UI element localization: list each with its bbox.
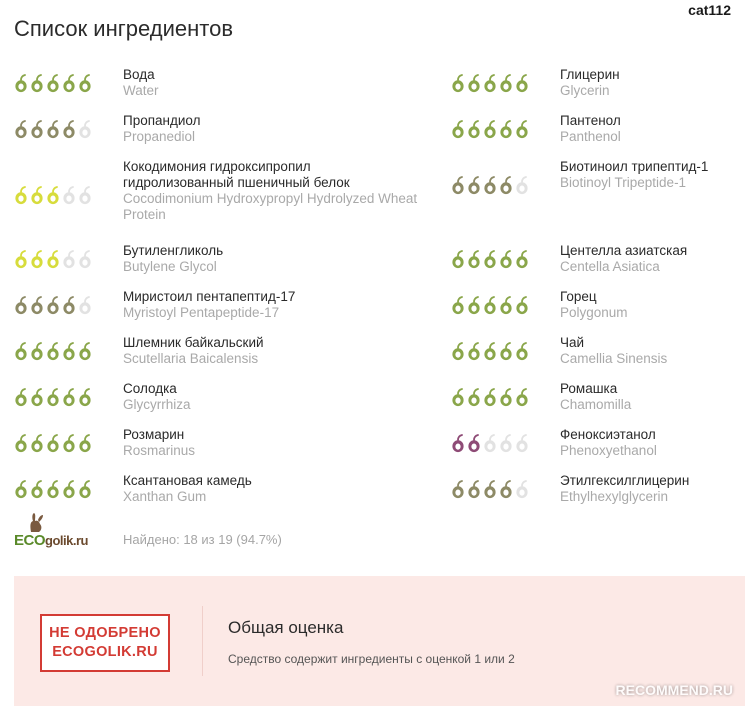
badge-line-2: ECOGOLIK.RU [52,644,158,660]
leaf-filled-icon [451,342,465,361]
rating-leaves [14,250,92,269]
leaf-filled-icon [451,388,465,407]
leaf-filled-icon [14,250,28,269]
leaf-filled-icon [30,480,44,499]
leaf-empty-icon [515,434,529,453]
leaf-filled-icon [467,434,481,453]
rating-leaves [451,480,529,499]
leaf-empty-icon [515,176,529,195]
logo-prefix: ECO [14,532,46,549]
ingredient-name-ru: Глицерин [560,67,620,82]
leaf-filled-icon [62,74,76,93]
ingredient-name-ru: Феноксиэтанол [560,427,656,442]
leaf-filled-icon [78,434,92,453]
ingredient-row[interactable] [14,158,418,242]
leaf-filled-icon [483,388,497,407]
leaf-filled-icon [46,186,60,205]
ingredient-name-en: Biotinoyl Tripeptide-1 [560,175,687,190]
ingredient-name-ru: Чай [560,335,585,350]
leaf-filled-icon [14,480,28,499]
ingredient-row[interactable] [451,334,745,380]
leaf-filled-icon [14,434,28,453]
leaf-filled-icon [14,342,28,361]
leaf-filled-icon [46,480,60,499]
rating-leaves [14,388,92,407]
rating-leaves [451,434,529,453]
leaf-filled-icon [499,480,513,499]
ingredient-name-en: Cocodimonium Hydroxypropyl Hydrolyzed Wheat Protein [123,191,418,222]
leaf-filled-icon [467,296,481,315]
ingredient-name-en: Scutellaria Baicalensis [123,351,259,366]
ingredient-name-ru: Шлемник байкальский [123,335,264,350]
found-count: Найдено: 18 из 19 (94.7%) [123,532,282,547]
ingredient-name-ru: Миристоил пентапептид-17 [123,289,296,304]
ingredient-name-en: Phenoxyethanol [560,443,657,458]
ingredient-name-ru: Пантенол [560,113,621,128]
leaf-filled-icon [451,176,465,195]
rating-leaves [451,296,529,315]
leaf-empty-icon [62,186,76,205]
leaf-filled-icon [62,120,76,139]
ingredient-row[interactable] [451,242,745,288]
ingredient-name-ru: Ромашка [560,381,618,396]
leaf-filled-icon [467,120,481,139]
leaf-empty-icon [78,296,92,315]
rating-leaves [451,120,529,139]
leaf-filled-icon [78,388,92,407]
leaf-filled-icon [515,120,529,139]
leaf-empty-icon [78,120,92,139]
ingredient-name-en: Chamomilla [560,397,632,412]
leaf-filled-icon [46,250,60,269]
leaf-filled-icon [14,120,28,139]
ingredient-row[interactable] [14,66,314,112]
leaf-filled-icon [483,74,497,93]
rating-leaves [14,120,92,139]
leaf-filled-icon [483,480,497,499]
rating-leaves [14,434,92,453]
rating-leaves [451,342,529,361]
leaf-filled-icon [30,186,44,205]
leaf-filled-icon [14,186,28,205]
rating-leaves [14,74,92,93]
not-approved-badge [40,614,170,672]
ingredient-row[interactable] [451,472,745,518]
leaf-filled-icon [62,342,76,361]
leaf-filled-icon [46,342,60,361]
watermark: RECOMMEND.RU [615,682,733,698]
leaf-filled-icon [78,74,92,93]
leaf-filled-icon [467,176,481,195]
ingredient-row[interactable] [451,426,745,472]
leaf-filled-icon [499,296,513,315]
ingredient-name-en: Ethylhexylglycerin [560,489,669,504]
ingredient-name-ru: Биотиноил трипептид-1 [560,159,709,174]
ingredient-name-ru: Горец [560,289,597,304]
leaf-filled-icon [30,342,44,361]
leaf-filled-icon [30,120,44,139]
badge-line-1: НЕ ОДОБРЕНО [49,625,161,641]
ingredient-row[interactable] [451,380,745,426]
ingredient-name-en: Glycerin [560,83,610,98]
leaf-empty-icon [78,250,92,269]
ingredient-name-ru: Пропандиол [123,113,201,128]
ingredient-name-en: Myristoyl Pentapeptide-17 [123,305,280,320]
ingredient-row[interactable] [14,334,314,380]
leaf-filled-icon [499,176,513,195]
ingredient-name-en: Panthenol [560,129,621,144]
ingredient-name-en: Polygonum [560,305,628,320]
leaf-filled-icon [515,342,529,361]
leaf-filled-icon [467,480,481,499]
leaf-empty-icon [62,250,76,269]
ingredient-row[interactable] [14,242,314,288]
leaf-filled-icon [483,296,497,315]
rating-leaves [451,250,529,269]
leaf-empty-icon [483,434,497,453]
leaf-filled-icon [483,176,497,195]
ingredient-name-en: Water [123,83,159,98]
username[interactable]: cat112 [688,2,731,18]
ingredient-name-ru: Ксантановая камедь [123,473,252,488]
ingredient-name-en: Propanediol [123,129,196,144]
page-title: Список ингредиентов [14,16,234,41]
leaf-filled-icon [499,388,513,407]
leaf-filled-icon [499,74,513,93]
ingredient-row[interactable] [14,380,314,426]
rating-leaves [451,388,529,407]
ingredient-row[interactable] [14,112,314,158]
ingredient-row[interactable] [451,66,745,112]
ingredient-row[interactable] [14,426,314,472]
overall-rating-description: Средство содержит ингредиенты с оценкой 1 или 2 [228,652,515,666]
rating-leaves [14,480,92,499]
leaf-filled-icon [451,480,465,499]
leaf-filled-icon [451,120,465,139]
rabbit-icon [24,512,48,534]
leaf-filled-icon [483,342,497,361]
leaf-filled-icon [62,434,76,453]
leaf-filled-icon [467,74,481,93]
rating-leaves [14,342,92,361]
leaf-empty-icon [499,434,513,453]
leaf-filled-icon [515,250,529,269]
leaf-filled-icon [515,388,529,407]
leaf-filled-icon [78,342,92,361]
leaf-filled-icon [62,480,76,499]
leaf-filled-icon [46,296,60,315]
leaf-filled-icon [30,250,44,269]
leaf-filled-icon [46,434,60,453]
rating-leaves [451,74,529,93]
leaf-filled-icon [451,74,465,93]
leaf-empty-icon [515,480,529,499]
ingredient-name-ru: Этилгексилглицерин [560,473,690,488]
leaf-filled-icon [46,120,60,139]
leaf-filled-icon [30,296,44,315]
ingredient-name-ru: Солодка [123,381,177,396]
ingredient-name-en: Butylene Glycol [123,259,217,274]
ingredient-row[interactable] [451,158,745,242]
leaf-filled-icon [451,296,465,315]
divider [202,606,203,676]
logo-suffix: golik.ru [45,533,88,548]
ingredient-name-en: Xanthan Gum [123,489,207,504]
leaf-filled-icon [14,296,28,315]
leaf-filled-icon [467,250,481,269]
leaf-filled-icon [451,434,465,453]
leaf-filled-icon [499,120,513,139]
ingredient-row[interactable] [451,112,745,158]
ingredient-name-en: Rosmarinus [123,443,196,458]
leaf-filled-icon [451,250,465,269]
leaf-filled-icon [30,434,44,453]
rating-leaves [451,176,529,195]
ingredient-name-en: Centella Asiatica [560,259,660,274]
rating-leaves [14,296,92,315]
leaf-filled-icon [467,342,481,361]
ingredients-column-right [451,66,745,518]
leaf-filled-icon [467,388,481,407]
leaf-filled-icon [14,74,28,93]
ingredient-name-ru: Вода [123,67,155,82]
ingredient-row[interactable] [451,288,745,334]
ingredient-name-ru: Центелла азиатская [560,243,688,258]
leaf-filled-icon [515,296,529,315]
rating-leaves [14,186,92,205]
leaf-filled-icon [46,74,60,93]
leaf-filled-icon [30,388,44,407]
ecogolik-logo[interactable] [14,512,110,552]
leaf-empty-icon [78,186,92,205]
ingredient-row[interactable] [14,288,314,334]
leaf-filled-icon [515,74,529,93]
logo-text [14,532,88,549]
ingredients-column-left [14,66,418,518]
leaf-filled-icon [499,342,513,361]
leaf-filled-icon [483,250,497,269]
leaf-filled-icon [483,120,497,139]
ingredient-name-ru: Кокодимония гидроксипропил гидролизованный пшеничный белок [123,159,350,190]
overall-rating-title: Общая оценка [228,618,344,637]
leaf-filled-icon [62,296,76,315]
leaf-filled-icon [46,388,60,407]
leaf-filled-icon [14,388,28,407]
leaf-filled-icon [78,480,92,499]
leaf-filled-icon [62,388,76,407]
ingredient-name-ru: Розмарин [123,427,185,442]
ingredient-name-en: Glycyrrhiza [123,397,191,412]
leaf-filled-icon [30,74,44,93]
ingredient-name-en: Camellia Sinensis [560,351,668,366]
ingredient-name-ru: Бутиленгликоль [123,243,224,258]
leaf-filled-icon [499,250,513,269]
